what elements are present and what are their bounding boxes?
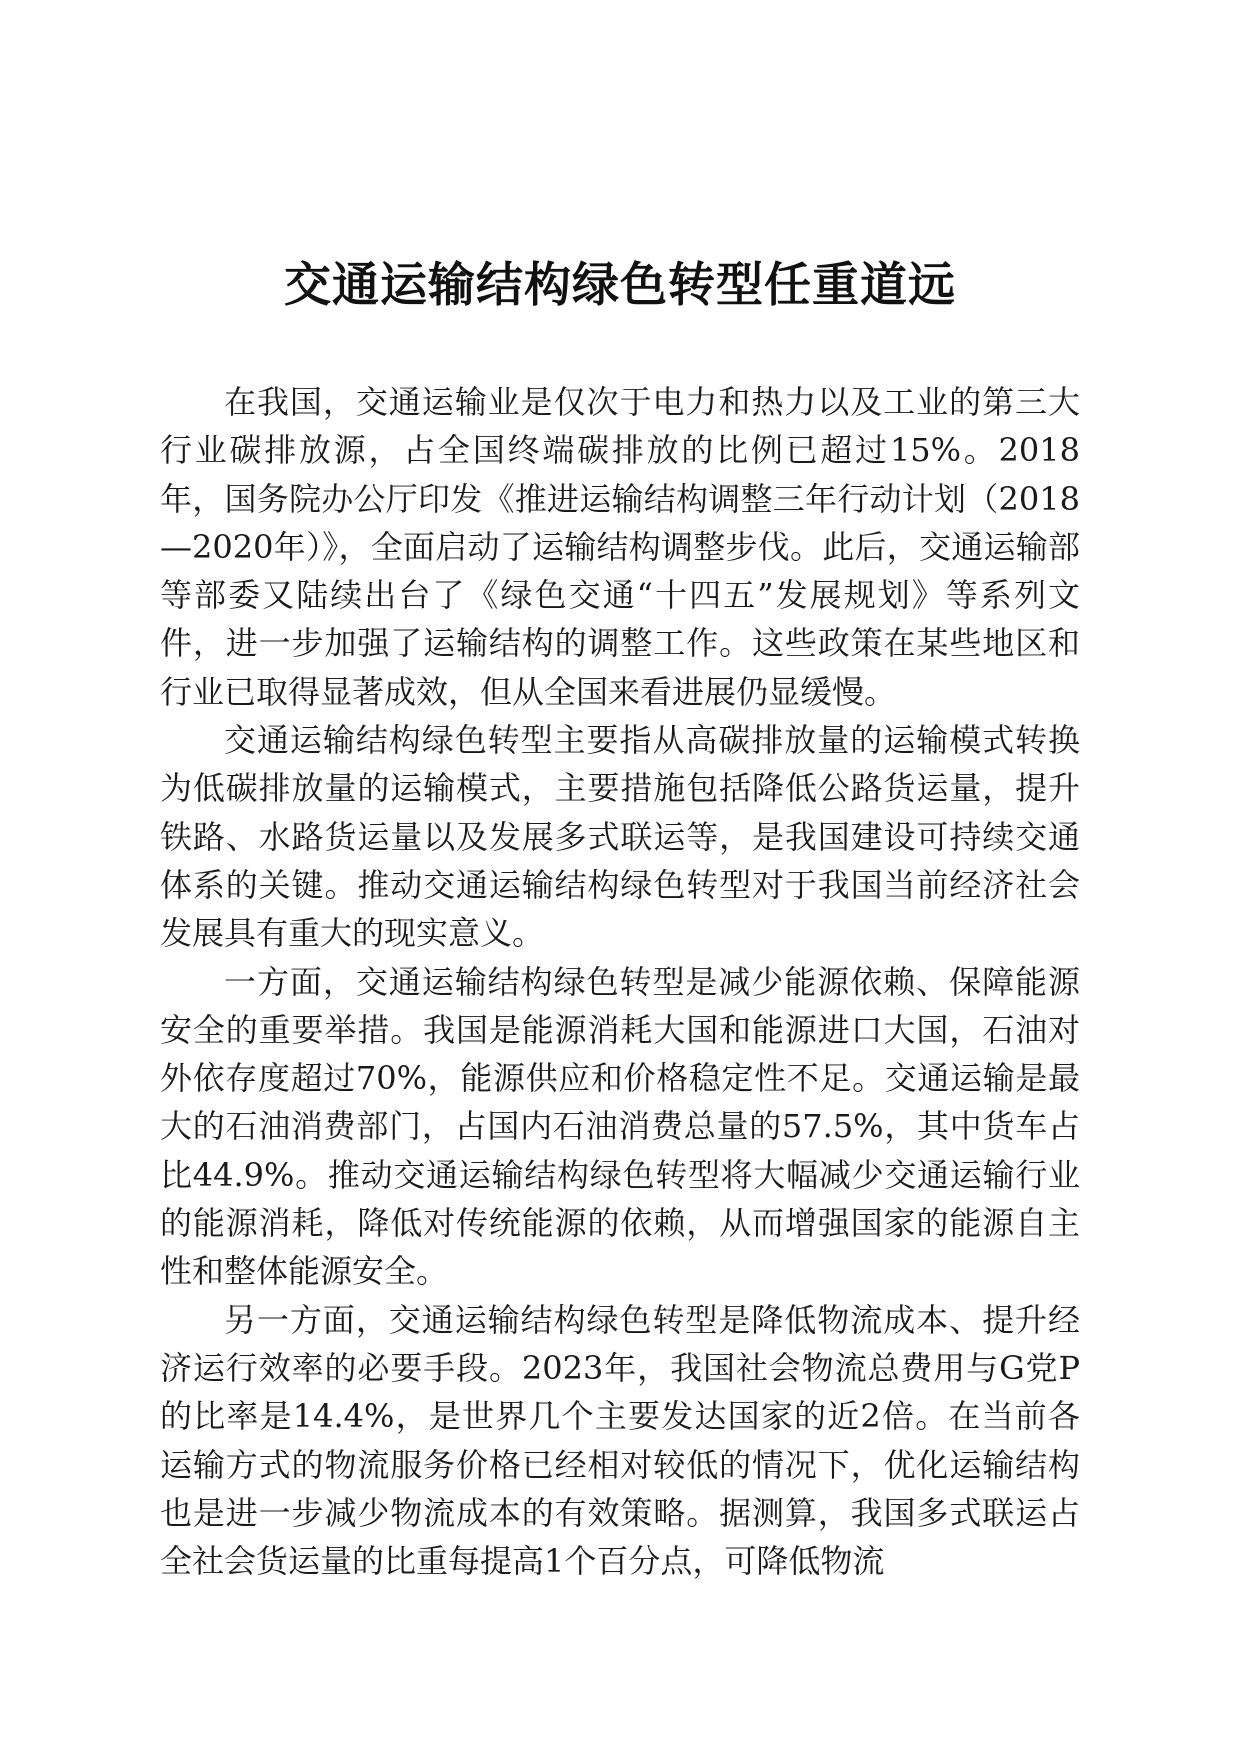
paragraph-logistics-cost: 另一方面，交通运输结构绿色转型是降低物流成本、提升经济运行效率的必要手段。2023年，我国社会物流总费用与G党P的比率是14.4%，是世界几个主要发达国家的近2倍。在当前各运输方式的物流服务价格已经相对较低的情况下，优化运输结构也是进一步减少物流成本的有效策略。据测算，我国多式联运占全社会货运量的比重每提高1个百分点，可降低物流: [160, 1300, 1080, 1581]
paragraph-green-transition-definition: 交通运输结构绿色转型主要指从高碳排放量的运输模式转换为低碳排放量的运输模式，主要措施包括降低公路货运量，提升铁路、水路货运量以及发展多式联运等，是我国建设可持续交通体系的关键。推动交通运输结构绿色转型对于我国当前经济社会发展具有重大的现实意义。: [160, 721, 1080, 953]
paragraph-energy-emissions: 在我国，交通运输业是仅次于电力和热力以及工业的第三大行业碳排放源，占全国终端碳排放的比例已超过15%。2018年，国务院办公厅印发《推进运输结构调整三年行动计划（2018—2020年）》，全面启动了运输结构调整步伐。此后，交通运输部等部委又陆续出台了《绿色交通“十四五”发展规划》等系列文件，进一步加强了运输结构的调整工作。这些政策在某些地区和行业已取得显著成效，但从全国来看进展仍显缓慢。: [160, 383, 1080, 711]
paragraph-energy-security: 一方面，交通运输结构绿色转型是减少能源依赖、保障能源安全的重要举措。我国是能源消耗大国和能源进口大国，石油对外依存度超过70%，能源供应和价格稳定性不足。交通运输是最大的石油消费部门，占国内石油消费总量的57.5%，其中货车占比44.9%。推动交通运输结构绿色转型将大幅减少交通运输行业的能源消耗，降低对传统能源的依赖，从而增强国家的能源自主性和整体能源安全。: [160, 962, 1080, 1291]
document-title: 交通运输结构绿色转型任重道远: [284, 258, 956, 313]
document-body: [160, 378, 1080, 1585]
